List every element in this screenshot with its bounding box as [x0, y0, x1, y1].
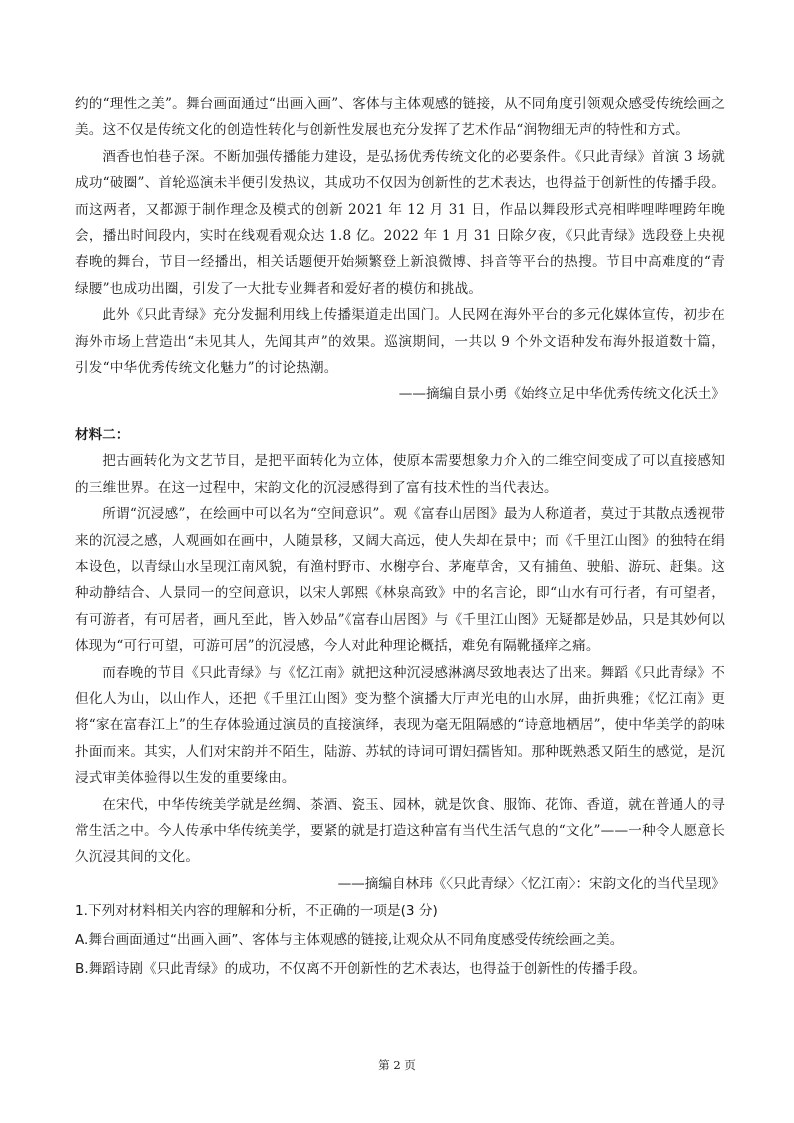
- material1-source: ——摘编自景小勇《始终立足中华优秀传统文化沃土》: [398, 386, 725, 403]
- question-option-b: B.舞蹈诗剧《只此青绿》的成功，不仅离不开创新性的艺术表达，也得益于创新性的传播手段。: [75, 961, 646, 978]
- material1-paragraph-3: 此外《只此青绿》充分发掘利用线上传播渠道走出国门。人民网在海外平台的多元化媒体宣传，初步在海外市场上营造出“未见其人，先闻其声”的效果。巡演期间，一共以 9 个外文语种发布海外报道数十篇，引发“中华优秀传统文化魅力”的讨论热潮。: [75, 307, 725, 377]
- material2-paragraph-4: 在宋代，中华传统美学就是丝绸、茶酒、瓷玉、园林，就是饮食、服饰、花饰、香道，就在普通人的寻常生活之中。今人传承中华传统美学，要紧的就是打造这种富有当代生活气息的“文化”——一种令人愿意长久沉浸其间的文化。: [75, 796, 725, 866]
- page-number: 第 2 页: [378, 1058, 416, 1072]
- material2-source: ——摘编自林玮《〈只此青绿〉〈忆江南〉：宋韵文化的当代呈现》: [337, 875, 725, 892]
- material2-heading: 材料二：: [75, 426, 130, 443]
- question-stem: 1.下列对材料相关内容的理解和分析，不正确的一项是(3 分): [75, 903, 438, 920]
- material2-paragraph-3: 而春晚的节目《只此青绿》与《忆江南》就把这种沉浸感淋漓尽致地表达了出来。舞蹈《只此青绿》不但化人为山，以山作人，还把《千里江山图》变为整个演播大厅声光电的山水屏，曲折典雅；《忆江南》更将“家在富春江上”的生存体验通过演员的直接演绎，表现为毫无阻隔感的“诗意地栖居”，使中华美学的韵味扑面而来。其实，人们对宋韵并不陌生，陆游、苏轼的诗词可谓妇孺皆知。那种既熟悉又陌生的感觉，是沉浸式审美体验得以生发的重要缘由。: [75, 664, 725, 787]
- question-option-a: A.舞台画面通过“出画入画”、客体与主体观感的链接,让观众从不同角度感受传统绘画之美。: [75, 932, 624, 949]
- material1-paragraph-2: 酒香也怕巷子深。不断加强传播能力建设，是弘扬优秀传统文化的必要条件。《只此青绿》首演 3 场就成功“破圈”、首轮巡演未半便引发热议，其成功不仅因为创新性的艺术表达，也得益于创新性的传播手段。而这两者，又都源于制作理念及模式的创新 2021 年 12 月 31 日，作品以舞段形式亮相哔哩哔哩跨年晚会，播出时间段内，实时在线观看观众达 1.8 亿。2022 年 1 月 31 日除夕夜，《只此青绿》选段登上央视春晚的舞台，节目一经播出，相关话题便开始频繁登上新浪微博、抖音等平台的热搜。节目中高难度的“青绿腰”也成功出圈，引发了一大批专业舞者和爱好者的模仿和挑战。: [75, 148, 725, 297]
- material2-paragraph-2: 所谓“沉浸感”，在绘画中可以名为“空间意识”。观《富春山居图》最为人称道者，莫过于其散点透视带来的沉浸之感，人观画如在画中，人随景移，又阔大高远，使人失却在景中；而《千里江山图》的独特在绢本设色，以青绿山水呈现江南风貌，有渔村野市、水榭亭台、茅庵草舍，又有捕鱼、驶船、游玩、赶集。这种动静结合、人景同一的空间意识，以宋人郭熙《林泉高致》中的名言论，即“山水有可行者，有可望者，有可游者，有可居者，画凡至此，皆入妙品”《富春山居图》与《千里江山图》无疑都是妙品，只是其妙何以体现为“可行可望，可游可居”的沉浸感，今人对此种理论概括，难免有隔靴搔痒之痛。: [75, 506, 725, 655]
- material2-paragraph-1: 把古画转化为文艺节目，是把平面转化为立体，使原本需要想象力介入的二维空间变成了可以直接感知的三维世界。在这一过程中，宋韵文化的沉浸感得到了富有技术性的当代表达。: [75, 453, 725, 496]
- page-content: [75, 91, 725, 984]
- material1-paragraph-1: 约的“理性之美”。舞台画面通过“出画入画”、客体与主体观感的链接，从不同角度引领观众感受传统绘画之美。这不仅是传统文化的创造性转化与创新性发展也充分发挥了艺术作品“润物细无声的特性和方式。: [75, 96, 725, 139]
